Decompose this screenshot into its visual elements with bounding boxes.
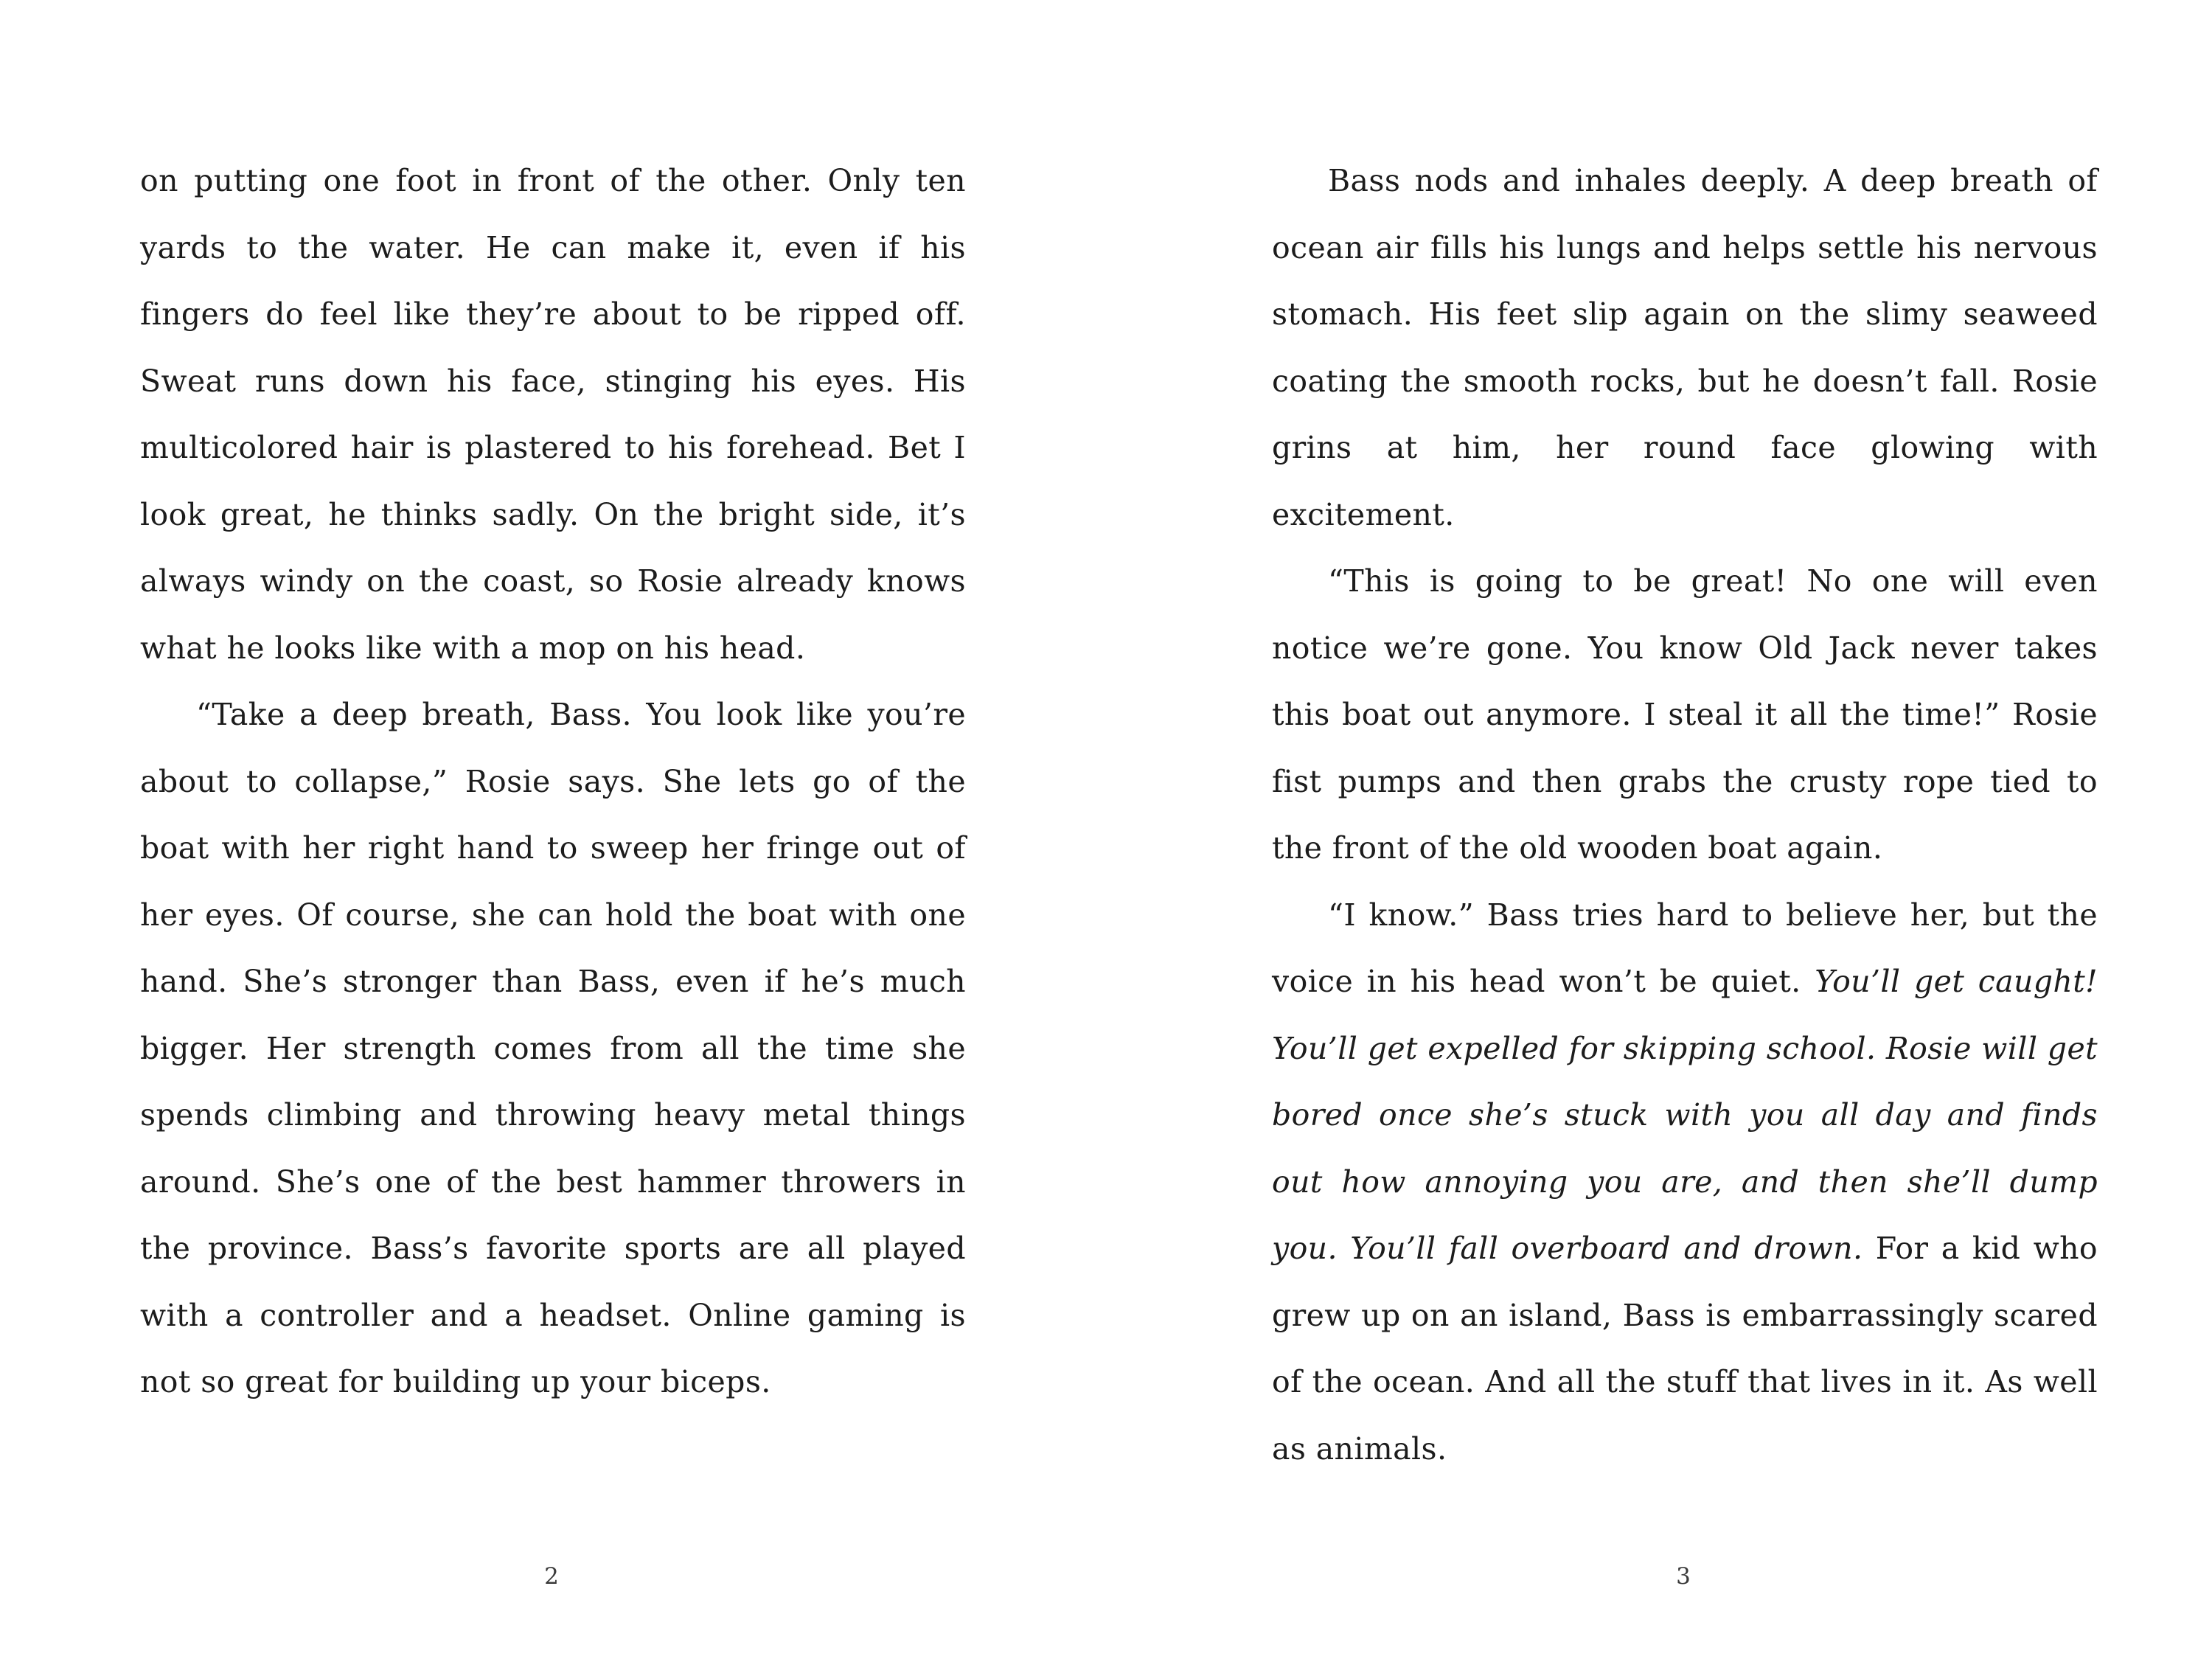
- page-number-right: 3: [1676, 1563, 1691, 1590]
- paragraph: “Take a deep breath, Bass. You look like you’re about to collapse,” Rosie says. She lets go of the boat with her right hand to sweep her fringe out of her eyes. Of course, she can hold the boat with one hand. She’s stronger than Bass, even if he’s much bigger. Her strength comes from all the time she spends climbing and throwing heavy metal things around. She’s one of the best hammer throwers in the province. Bass’s favorite sports are all played with a controller and a headset. Online gaming is not so great for building up your biceps.: [140, 697, 966, 1399]
- paragraph: on putting one foot in front of the other. Only ten yards to the water. He can make it, even if his fingers do feel like they’re about to be ripped off. Sweat runs down his face, stinging his eyes. His multicolored hair is plastered to his forehead. Bet I look great, he thinks sadly. On the bright side, it’s always windy on the coast, so Rosie already knows what he looks like with a mop on his head.: [140, 163, 966, 666]
- paragraph: [1272, 882, 2098, 1483]
- paragraph-text: “I know.” Bass tries hard to believe her, but the voice in his head won’t be quiet.: [1272, 897, 2098, 999]
- left-page-text: [140, 147, 966, 1416]
- paragraph: “This is going to be great! No one will even notice we’re gone. You know Old Jack never takes this boat out anymore. I steal it all the time!” Rosie fist pumps and then grabs the crusty rope tied to the front of the old wooden boat again.: [1272, 563, 2098, 866]
- paragraph: Bass nods and inhales deeply. A deep breath of ocean air fills his lungs and helps settle his nervous stomach. His feet slip again on the slimy seaweed coating the smooth rocks, but he doesn’t fall. Rosie grins at him, her round face glowing with excitement.: [1272, 163, 2098, 532]
- page-number-left: 2: [544, 1563, 559, 1590]
- paragraph-text: For a kid who grew up on an island, Bass is embarrassingly scared of the ocean. And all the stuff that lives in it. As well as animals.: [1272, 1231, 2098, 1467]
- italic-inner-voice: You’ll get caught! You’ll get expelled for skipping school. Rosie will get bored once she’s stuck with you all day and finds out how annoying you are, and then she’ll dump you. You’ll fall overboard and drown.: [1272, 964, 2098, 1266]
- right-page-text: [1272, 147, 2098, 1482]
